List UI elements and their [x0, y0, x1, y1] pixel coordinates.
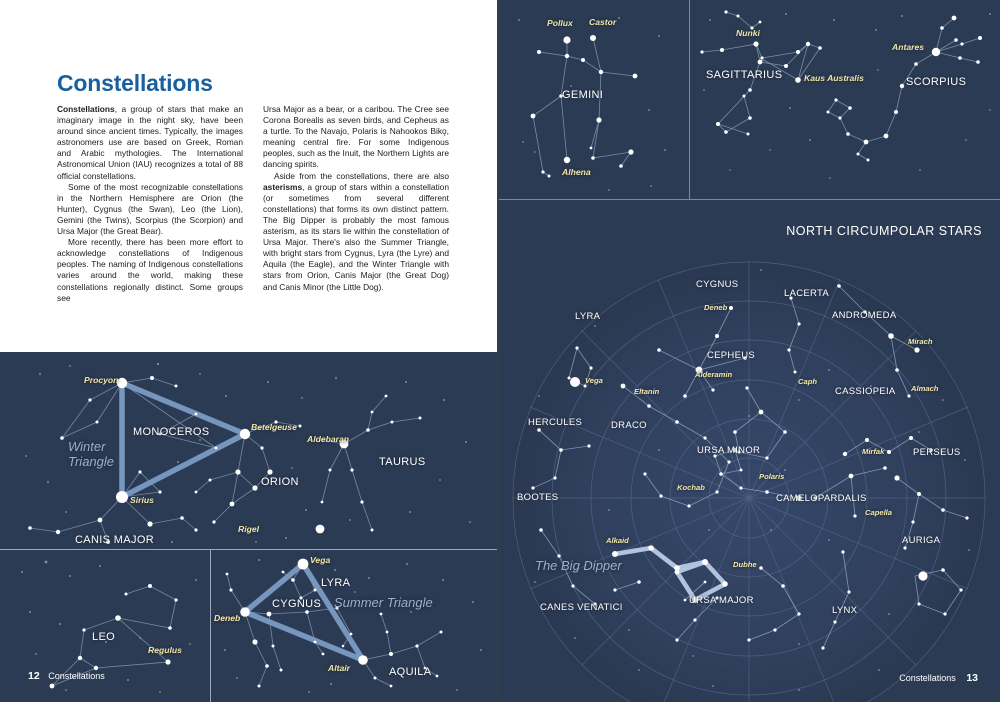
star-label-kochab: Kochab	[677, 483, 705, 492]
constellation-label-ursa-minor: URSA MINOR	[697, 445, 761, 456]
paragraph: Some of the most recognizable constellations in the Northern Hemisphere are Orion (the Hunter), Cygnus (the Swan), Leo (the Lion), Gemini (the Twins), Scorpius (the Scorpion) and Ursa Major (the Great Bear).	[57, 181, 243, 237]
article-column-2	[263, 104, 449, 293]
constellation-label-canes-venatici: CANES VENATICI	[540, 602, 623, 613]
stars	[700, 10, 982, 161]
page-title: Constellations	[57, 70, 213, 96]
folio-word-left: Constellations	[48, 671, 105, 681]
left-page	[0, 0, 497, 702]
folio-left	[28, 670, 105, 682]
constellation-label-leo: LEO	[92, 631, 116, 643]
constellation-label-lynx: LYNX	[832, 605, 858, 616]
constellation-label-lyra: LYRA	[321, 577, 351, 589]
leo-chart	[0, 550, 210, 702]
star-label-mirach: Mirach	[908, 337, 933, 346]
constellation-lines	[702, 12, 980, 160]
sagsco-sky-svg	[690, 0, 1000, 199]
summer-triangle-chart	[211, 550, 497, 702]
constellation-label-lyra: LYRA	[575, 311, 601, 322]
star-label-mirfak: Mirfak	[862, 447, 885, 456]
constellation-label-ursa-major: URSA MAJOR	[689, 595, 754, 606]
chart-heading-north-circumpolar: NORTH CIRCUMPOLAR STARS	[786, 224, 982, 238]
constellation-label-draco: DRACO	[611, 420, 647, 431]
star-label-eltanin: Eltanin	[634, 387, 660, 396]
star-label-castor: Castor	[589, 17, 617, 27]
north-circumpolar-chart	[499, 200, 1000, 702]
constellation-label-scorpius: SCORPIUS	[906, 76, 967, 88]
star-label-vega: Vega	[585, 376, 603, 385]
constellation-lines	[227, 564, 441, 686]
background-stars	[703, 13, 991, 179]
star-label-dubhe: Dubhe	[733, 560, 757, 569]
constellation-label-cygnus: CYGNUS	[696, 279, 739, 290]
star-label-nunki: Nunki	[736, 28, 760, 38]
page-number-right: 13	[966, 672, 978, 684]
constellation-label-auriga: AURIGA	[902, 535, 941, 546]
constellation-label-orion: ORION	[261, 476, 299, 488]
star-label-vega: Vega	[310, 555, 331, 565]
star-label-alhena: Alhena	[562, 167, 591, 177]
constellation-label-monoceros: MONOCEROS	[133, 426, 210, 438]
folio-word-right: Constellations	[899, 673, 956, 683]
background-stars	[224, 559, 482, 693]
asterism-line-2: Triangle	[68, 454, 115, 469]
constellation-label-cassiopeia: CASSIOPEIA	[835, 386, 896, 397]
constellation-label-taurus: TAURUS	[379, 456, 426, 468]
star-label-deneb: Deneb	[214, 613, 241, 623]
background-stars	[25, 363, 471, 543]
constellation-label-bootes: BOOTES	[517, 492, 559, 503]
stars	[28, 376, 421, 544]
sagittarius-scorpius-chart	[690, 0, 1000, 199]
star-label-almach: Almach	[911, 384, 939, 393]
background-stars	[518, 17, 666, 191]
star-label-aldebaran: Aldebaran	[307, 434, 350, 444]
paragraph: Constellations, a group of stars that make an imaginary image in the night sky, have been around since ancient times. Typically, the images astronomers use are based on Greek, Roman and Arabic mythologies. The International Astronomical Union (IAU) recognizes a total of 88 official constellations.	[57, 104, 243, 181]
star-label-polaris: Polaris	[759, 472, 785, 481]
asterism-line-1: Winter	[68, 439, 106, 454]
asterism-label-summer-triangle: Summer Triangle	[334, 595, 433, 610]
circumpolar-sky-svg	[499, 200, 1000, 702]
constellation-label-cygnus: CYGNUS	[272, 598, 322, 610]
constellation-label-hercules: HERCULES	[528, 417, 583, 428]
winter-triangle-chart	[0, 352, 497, 549]
star-label-procyon: Procyon	[84, 375, 119, 385]
star-label-caph: Caph	[798, 377, 817, 386]
star-label-regulus: Regulus	[148, 645, 182, 655]
star-label-capella: Capella	[865, 508, 893, 517]
stars	[226, 559, 443, 688]
article-column-1	[57, 104, 243, 304]
constellation-lines	[30, 378, 420, 542]
constellation-label-aquila: AQUILA	[389, 666, 432, 678]
star-label-rigel: Rigel	[238, 524, 260, 534]
right-page	[499, 0, 1000, 702]
star-label-kaus-australis: Kaus Australis	[804, 73, 864, 83]
constellation-label-camelopardalis: CAMELOPARDALIS	[776, 493, 867, 504]
folio-right	[899, 672, 978, 684]
star-label-antares: Antares	[892, 42, 924, 52]
constellation-label-lacerta: LACERTA	[784, 288, 830, 299]
star-label-alkaid: Alkaid	[606, 536, 629, 545]
paragraph: More recently, there has been more effort to acknowledge constellations of Indigenous peoples. The naming of Indigenous constellations varies around the world, making these constellations regionally distinct. Some groups see	[57, 237, 243, 303]
star-label-pollux: Pollux	[547, 18, 573, 28]
gemini-sky-svg	[499, 0, 689, 199]
star-label-betelgeuse: Betelgeuse	[251, 422, 297, 432]
constellation-label-canis-major: CANIS MAJOR	[75, 534, 155, 546]
star-label-altair: Altair	[328, 663, 350, 673]
asterism-label-big-dipper: The Big Dipper	[535, 558, 622, 573]
gemini-chart	[499, 0, 689, 199]
constellation-label-andromeda: ANDROMEDA	[832, 310, 897, 321]
paragraph: Aside from the constellations, there are also asterisms, a group of stars within a constellation (or sometimes from several different constellations) that forms its own distinct pattern. The Big Dipper is probably the most famous asterism, as its stars lie within the constellation of Ursa Major. There's also the Summer Triangle, with bright stars from Cygnus, Lyra (the Lyre) and Aquila (the Eagle), and the Winter Triangle with stars from Orion, Canis Major (the Great Dog) and Canis Minor (the Little Dog).	[263, 170, 449, 292]
star-label-alderamin: Alderamin	[695, 370, 733, 379]
star-label-sirius: Sirius	[130, 495, 154, 505]
article-text-area	[0, 0, 497, 352]
winter-sky-svg	[0, 352, 497, 549]
constellation-label-gemini: GEMINI	[562, 89, 604, 101]
constellation-label-cepheus: CEPHEUS	[707, 350, 756, 361]
star-label-deneb: Deneb	[704, 303, 728, 312]
constellation-label-sagittarius: SAGITTARIUS	[706, 69, 783, 81]
paragraph: Ursa Major as a bear, or a caribou. The Cree see Corona Borealis as seven birds, and Cepheus as a turtle. To the Navajo, Polaris is Nahookos Bikǫ, meaning central fire. For some Indigenous peoples, such as the Inuit, the Northern Lights are dancing spirits.	[263, 104, 449, 170]
summer-sky-svg	[211, 550, 497, 702]
constellation-label-perseus: PERSEUS	[913, 447, 961, 458]
page-number-left: 12	[28, 670, 40, 682]
